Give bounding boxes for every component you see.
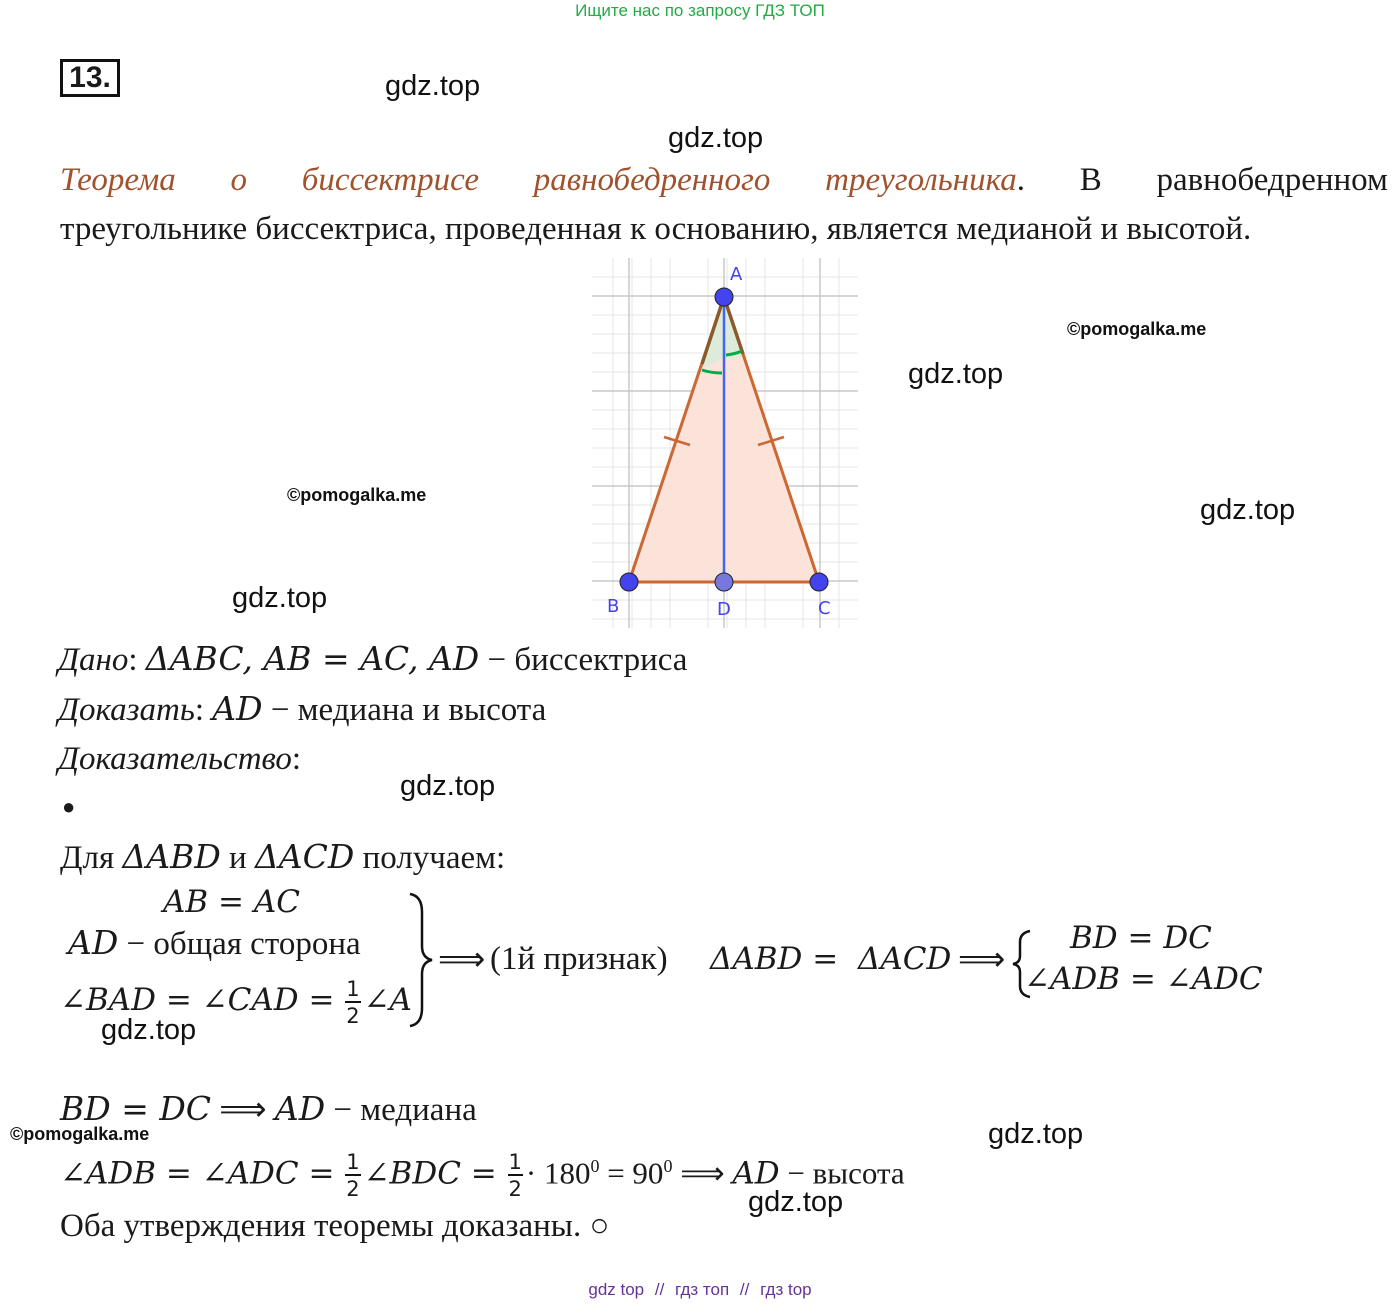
point-c [810,573,828,591]
watermark-gdz: gdz.top [908,358,1004,390]
theorem-title-word: Теорема [60,162,176,198]
conclusion-1-math: BD = DC [60,1089,212,1128]
conclusion-2-text: − высота [779,1155,905,1191]
prove-label: Доказать [58,692,195,728]
arrow-1: ⟹ [438,939,486,978]
fraction-half [508,1152,523,1200]
watermark-gdz: gdz.top [668,122,764,154]
footer-separator: // [654,1280,665,1299]
given-math: ΔABC, AB = AC, AD [145,639,480,678]
prove-line: Доказать: AD − медиана и высота [58,689,547,728]
fraction-numerator: 1 [346,1150,360,1175]
result-2: ∠ADB = ∠ADC [1024,961,1263,997]
problem-number [60,59,120,97]
given-label: Дано [58,642,129,678]
footer-link[interactable]: gdz top [588,1280,645,1299]
proof-bullet: ● [62,794,76,819]
given-line: Дано: ΔABC, AB = AC, AD − биссектриса [58,639,688,678]
theorem-title-word: о [230,162,247,198]
watermark-gdz: gdz.top [400,770,496,802]
point-b [620,573,638,591]
label-b: B [607,596,620,617]
conclusion-2-arrow: ⟹ [680,1155,725,1192]
watermark-pomogalka: ©pomogalka.me [1067,319,1207,339]
theorem-title-word: треугольника [825,162,1017,198]
watermark-pomogalka: ©pomogalka.me [10,1124,150,1144]
theorem-word: В [1079,162,1102,198]
triangles-text: получаем: [354,840,506,876]
point-a [715,288,733,306]
theorem-title-last: треугольника. [825,162,1025,198]
degree-sup: 0 [663,1156,673,1176]
final-statement: Оба утверждения теоремы доказаны. ○ [60,1208,610,1244]
triangles-text: Для [60,840,123,876]
arrow-2: ⟹ [958,939,1006,978]
point-d [715,573,733,591]
conclusion-1-arrow: ⟹ [219,1089,267,1128]
problem-number-text: 13. [69,61,111,94]
prove-text: − медиана и высота [262,692,547,728]
fraction-half [345,976,360,1028]
system-eq-2 [68,922,361,965]
conclusion-1 [60,1087,477,1132]
prove-math: AD [212,689,263,728]
footer-link[interactable]: гдз top [760,1280,812,1299]
fraction-numerator: 1 [508,1150,522,1175]
system-eq-2-text: − общая сторона [118,926,361,962]
watermark-gdz: gdz.top [1200,494,1296,526]
conclusion-1-math2: AD [274,1089,326,1128]
result-1: BD = DC [1070,920,1212,956]
conclusion-1-text: − медиана [325,1092,477,1128]
proof-label: Доказательство [58,741,292,777]
system-eq-3-right: ∠A [363,982,412,1018]
watermark-gdz: gdz.top [101,1014,197,1046]
footer-link[interactable]: гдз топ [675,1280,730,1299]
theorem-title-word: биссектрисе [301,162,480,198]
watermark-gdz: gdz.top [748,1186,844,1218]
watermark-pomogalka: ©pomogalka.me [287,485,427,505]
conclusion-2 [60,1136,905,1203]
theorem-line-1 [60,158,1388,202]
fraction-numerator: 1 [346,976,360,1001]
label-a: A [730,264,743,285]
conclusion-2-left: ∠ADB = ∠ADC = [60,1155,335,1192]
fraction-half [345,1152,360,1200]
theorem-title-word: равнобедренного [533,162,771,198]
footer-links [0,1280,1400,1300]
fraction-denominator: 2 [508,1177,522,1202]
triangle-abd: ΔABD [122,837,221,876]
watermark-gdz: gdz.top [385,70,481,102]
theorem-line-2: треугольнике биссектриса, проведенная к основанию, является медианой и высотой. [60,211,1252,247]
criterion: (1й признак) [490,941,668,977]
conclusion-2-mid: ∠BDC = [363,1155,497,1192]
system-eq-3-left: ∠BAD = ∠CAD = [60,982,335,1018]
triangles-line [60,835,505,880]
conclusion-2-eq: = 90 [599,1155,664,1191]
proof-line: Доказательство: [58,741,302,777]
triangle-acd: ΔACD [254,837,355,876]
label-d: D [717,599,731,620]
conclusion-2-value: · 180 [525,1155,591,1191]
given-text: − биссектриса [479,642,688,678]
search-hint: Ищите нас по запросу ГДЗ ТОП [575,1,825,20]
degree-sup: 0 [590,1156,600,1176]
footer-separator: // [739,1280,750,1299]
watermark-gdz: gdz.top [232,582,328,614]
system-eq-1: AB = AC [163,884,300,920]
system-eq-2-math: AD [68,923,119,962]
congruence: ΔABD = ΔACD [710,941,952,977]
triangles-text: и [220,840,255,876]
watermark-gdz: gdz.top [988,1118,1084,1150]
system-eq-3 [60,970,412,1030]
label-c: C [818,598,831,619]
conclusion-2-math2: AD [732,1155,780,1192]
theorem-word: равнобедренном [1156,162,1388,198]
fraction-denominator: 2 [346,1003,360,1028]
fraction-denominator: 2 [346,1177,360,1202]
right-brace [406,890,436,1030]
triangle-figure [586,252,866,632]
